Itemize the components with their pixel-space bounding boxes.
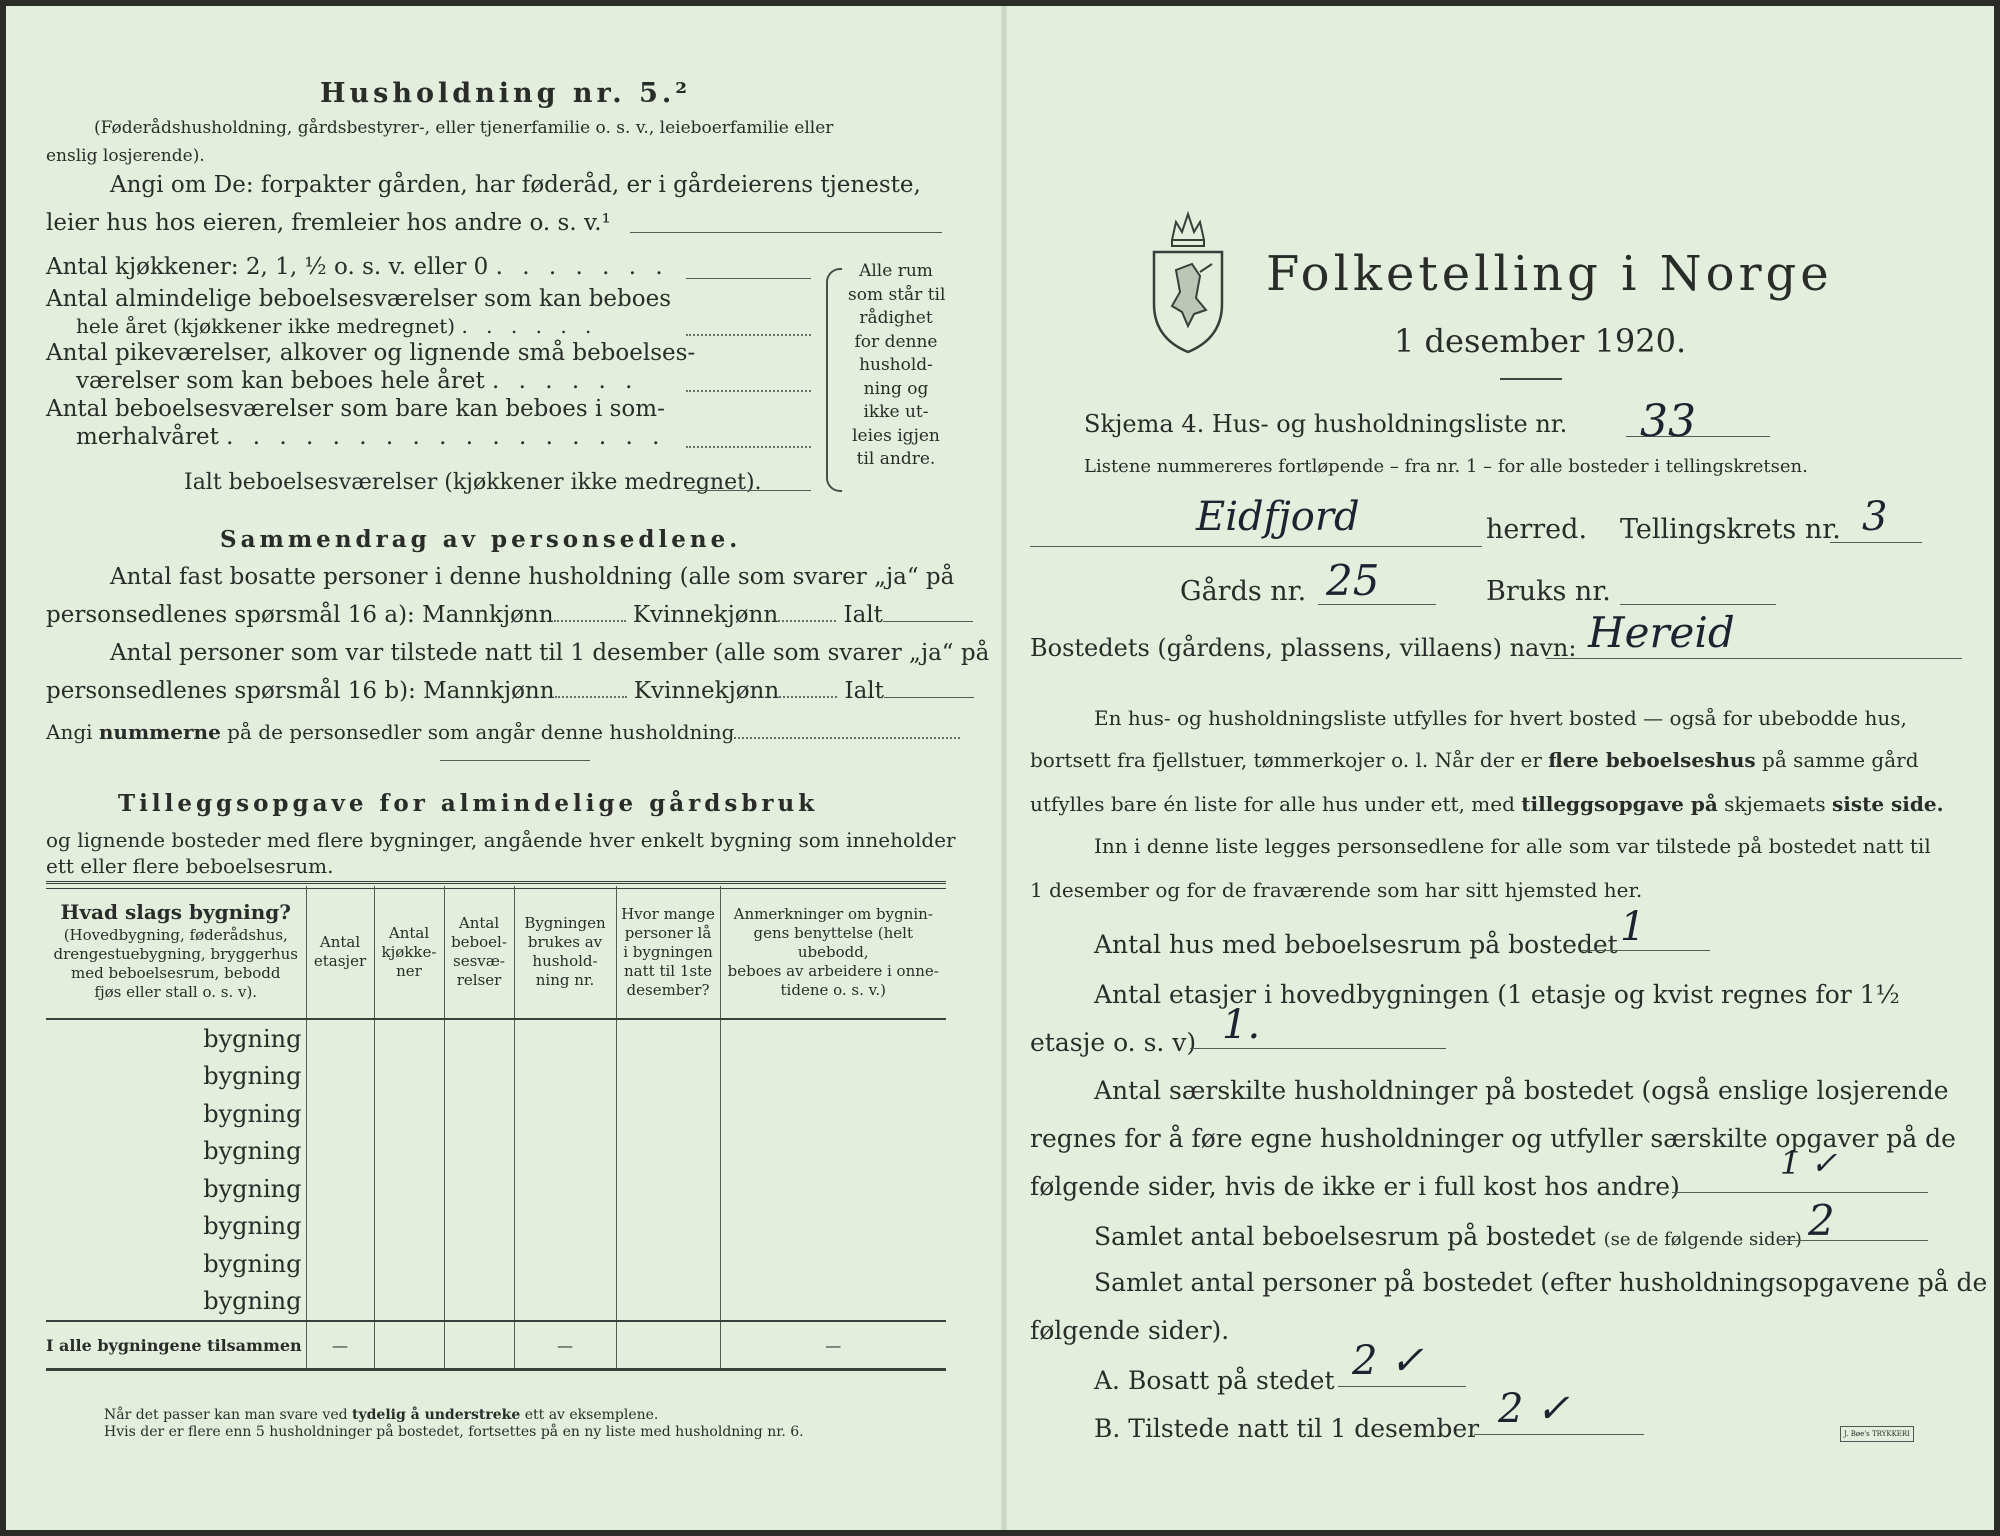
- bruks-line[interactable]: [1620, 604, 1776, 605]
- section-divider: [440, 760, 590, 761]
- bruks-label: Bruks nr.: [1486, 576, 1611, 607]
- numbering-note: Listene nummereres fortløpende – fra nr. 1 – for alle bosteder i tellingskretsen.: [1084, 456, 1808, 477]
- total-rooms: Samlet antal beboelsesrum på bostedet (se de følgende sider): [1094, 1222, 1802, 1251]
- col-floors: Antal etasjer: [306, 886, 374, 1019]
- table-row[interactable]: bygning: [46, 1058, 946, 1096]
- households-value: 1 ✓: [1780, 1144, 1838, 1182]
- floors-line-1: Antal etasjer i hovedbygningen (1 etasje og kvist regnes for 1½: [1094, 980, 1900, 1009]
- table-row[interactable]: bygning: [46, 1019, 946, 1058]
- angi-answer-line[interactable]: [630, 232, 942, 233]
- ordinary-rooms-answer-line[interactable]: [686, 334, 811, 336]
- houses-line[interactable]: [1582, 950, 1710, 951]
- footnote-1: Når det passer kan man svare ved tydelig å understreke ett av eksemplene.: [104, 1407, 659, 1423]
- floors-answer-line[interactable]: [1190, 1048, 1446, 1049]
- table-header-row: [46, 886, 946, 1019]
- tellingskrets-line[interactable]: [1830, 542, 1922, 543]
- col-persons: Hvor mange personer lå i bygningen natt til 1ste desember?: [616, 886, 720, 1019]
- rooms-brace: [826, 268, 842, 492]
- coat-of-arms-icon: [1146, 206, 1230, 356]
- table-row[interactable]: bygning: [46, 1208, 946, 1246]
- rooms-summer-1: Antal beboelsesværelser som bare kan beboes i som-: [46, 396, 665, 422]
- table-row[interactable]: bygning: [46, 1133, 946, 1171]
- herred-line[interactable]: [1030, 546, 1482, 547]
- instructions-1: En hus- og husholdningsliste utfylles for hvert bosted — også for ubebodde hus,: [1094, 706, 1907, 730]
- households-line-1: Antal særskilte husholdninger på bostedet (også enslige losjerende: [1094, 1076, 1949, 1105]
- gards-value: 25: [1326, 556, 1380, 605]
- instructions-5: 1 desember og for de fraværende som har sitt hjemsted her.: [1030, 878, 1643, 902]
- resident-label: A. Bosatt på stedet: [1094, 1366, 1335, 1395]
- rooms-small-1: Antal pikeværelser, alkover og lignende små beboelses-: [46, 340, 696, 366]
- summary-resident-2: personsedlenes spørsmål 16 a): Mannkjønn Kvinnekjønn Ialt: [46, 602, 973, 628]
- summer-rooms-answer-line[interactable]: [686, 446, 811, 448]
- present-value: 2 ✓: [1498, 1386, 1570, 1432]
- printer-stamp: J. Bøe's TRYKKERI: [1840, 1426, 1914, 1442]
- summary-present-2: personsedlenes spørsmål 16 b): Mannkjønn Kvinnekjønn Ialt: [46, 678, 974, 704]
- total-rooms-line[interactable]: [1780, 1240, 1928, 1241]
- gards-label: Gårds nr.: [1180, 576, 1307, 607]
- col-building-type: Hvad slags bygning? (Hovedbygning, føderådshus, drengestuebygning, bryggerhus med beboelsesrum, bebodd fjøs eller stall o. s. v).: [46, 886, 306, 1019]
- total-persons-2: følgende sider).: [1030, 1316, 1230, 1345]
- page-fold: [1001, 6, 1007, 1530]
- angi-line-1: Angi om De: forpakter gården, har føderåd, er i gårdeierens tjeneste,: [110, 172, 921, 198]
- summary-title: Sammendrag av personsedlene.: [220, 526, 742, 553]
- floors-line-2: etasje o. s. v): [1030, 1028, 1197, 1057]
- household-subheading-1: (Føderådshusholdning, gårdsbestyrer-, eller tjenerfamilie o. s. v., leieboerfamilie eller: [94, 118, 834, 138]
- households-line-2: regnes for å føre egne husholdninger og utfyller særskilte opgaver på de: [1030, 1124, 1956, 1153]
- present-line[interactable]: [1474, 1434, 1644, 1435]
- rooms-total: Ialt beboelsesværelser (kjøkkener ikke medregnet).: [184, 470, 762, 495]
- schema-label: Skjema 4. Hus- og husholdningsliste nr.: [1084, 410, 1568, 438]
- buildings-table: [46, 886, 946, 1371]
- table-row[interactable]: bygning: [46, 1283, 946, 1322]
- summary-resident-1: Antal fast bosatte personer i denne husholdning (alle som svarer „ja“ på: [110, 564, 955, 590]
- resident-value: 2 ✓: [1352, 1338, 1424, 1384]
- footnote-2: Hvis der er flere enn 5 husholdninger på bostedet, fortsettes på en ny liste med husholdning nr. 6.: [104, 1424, 804, 1440]
- form-title: Folketelling i Norge: [1266, 246, 1833, 302]
- col-remarks: Anmerkninger om bygnin- gens benyttelse (helt ubebodd, beboes av arbeidere i onne- tidene o. s. v.): [720, 886, 946, 1019]
- supplement-desc-2: ett eller flere beboelsesrum.: [46, 854, 334, 878]
- summary-present-1: Antal personer som var tilstede natt til 1 desember (alle som svarer „ja“ på: [110, 640, 990, 666]
- rooms-ordinary-2: hele året (kjøkkener ikke medregnet) . . . . . .: [76, 314, 598, 338]
- instructions-3: utfylles bare én liste for alle hus under ett, med tilleggsopgave på skjemaets siste side.: [1030, 792, 1944, 816]
- form-date: 1 desember 1920.: [1394, 322, 1687, 360]
- kitchens-answer-line[interactable]: [686, 278, 811, 279]
- present-label: B. Tilstede natt til 1 desember: [1094, 1414, 1480, 1443]
- table-total-row: I alle bygningene tilsammen — — —: [46, 1321, 946, 1370]
- angi-line-2: leier hus hos eieren, fremleier hos andre o. s. v.¹: [46, 210, 611, 236]
- col-kitchens: Antal kjøkke- ner: [374, 886, 444, 1019]
- households-line-3: følgende sider, hvis de ikke er i full kost hos andre): [1030, 1172, 1680, 1201]
- bostedets-label: Bostedets (gårdens, plassens, villaens) navn:: [1030, 634, 1577, 662]
- table-row[interactable]: bygning: [46, 1170, 946, 1208]
- col-household: Bygningen brukes av hushold- ning nr.: [514, 886, 616, 1019]
- herred-value: Eidfjord: [1196, 494, 1360, 540]
- household-heading: Husholdning nr. 5.²: [320, 78, 692, 109]
- total-persons-1: Samlet antal personer på bostedet (efter husholdningsopgavene på de: [1094, 1268, 1988, 1297]
- houses-value: 1: [1620, 904, 1646, 950]
- resident-line[interactable]: [1338, 1386, 1466, 1387]
- herred-label: herred.: [1486, 514, 1588, 545]
- schema-number: 33: [1640, 396, 1696, 447]
- tellingskrets-label: Tellingskrets nr.: [1620, 514, 1841, 545]
- brace-note: Alle rum som står til rådighet for denne hushold- ning og ikke ut- leies igjen til andre.: [848, 261, 946, 469]
- small-rooms-answer-line[interactable]: [686, 390, 811, 392]
- table-row[interactable]: bygning: [46, 1245, 946, 1283]
- household-subheading-2: enslig losjerende).: [46, 146, 205, 166]
- bostedets-value: Hereid: [1588, 608, 1735, 657]
- households-answer-line[interactable]: [1672, 1192, 1928, 1193]
- rooms-total-answer-line[interactable]: [686, 490, 811, 491]
- supplement-desc-1: og lignende bosteder med flere bygninger, angående hver enkelt bygning som inneholder: [46, 828, 956, 852]
- total-rooms-value: 2: [1808, 1196, 1835, 1245]
- houses-label: Antal hus med beboelsesrum på bostedet: [1094, 930, 1618, 959]
- rooms-ordinary-1: Antal almindelige beboelsesværelser som kan beboes: [46, 286, 672, 312]
- rooms-kitchens: Antal kjøkkener: 2, 1, ½ o. s. v. eller 0 . . . . . . .: [46, 254, 669, 280]
- tellingskrets-value: 3: [1862, 494, 1888, 540]
- title-rule: [1500, 378, 1562, 380]
- rooms-summer-2: merhalvåret . . . . . . . . . . . . . . . . .: [76, 424, 666, 450]
- col-rooms: Antal beboel- sesvæ- relser: [444, 886, 514, 1019]
- instructions-4: Inn i denne liste legges personsedlene for alle som var tilstede på bostedet natt til: [1094, 834, 1931, 858]
- table-row[interactable]: bygning: [46, 1095, 946, 1133]
- floors-value: 1.: [1222, 1002, 1261, 1048]
- rooms-small-2: værelser som kan beboes hele året . . . . . .: [76, 368, 639, 394]
- instructions-2: bortsett fra fjellstuer, tømmerkojer o. l. Når der er flere beboelseshus på samme gård: [1030, 748, 1919, 772]
- supplement-title: Tilleggsopgave for almindelige gårdsbruk: [118, 790, 819, 817]
- bostedets-line[interactable]: [1546, 658, 1962, 659]
- summary-numbers: Angi nummerne på de personsedler som angår denne husholdning: [46, 720, 960, 744]
